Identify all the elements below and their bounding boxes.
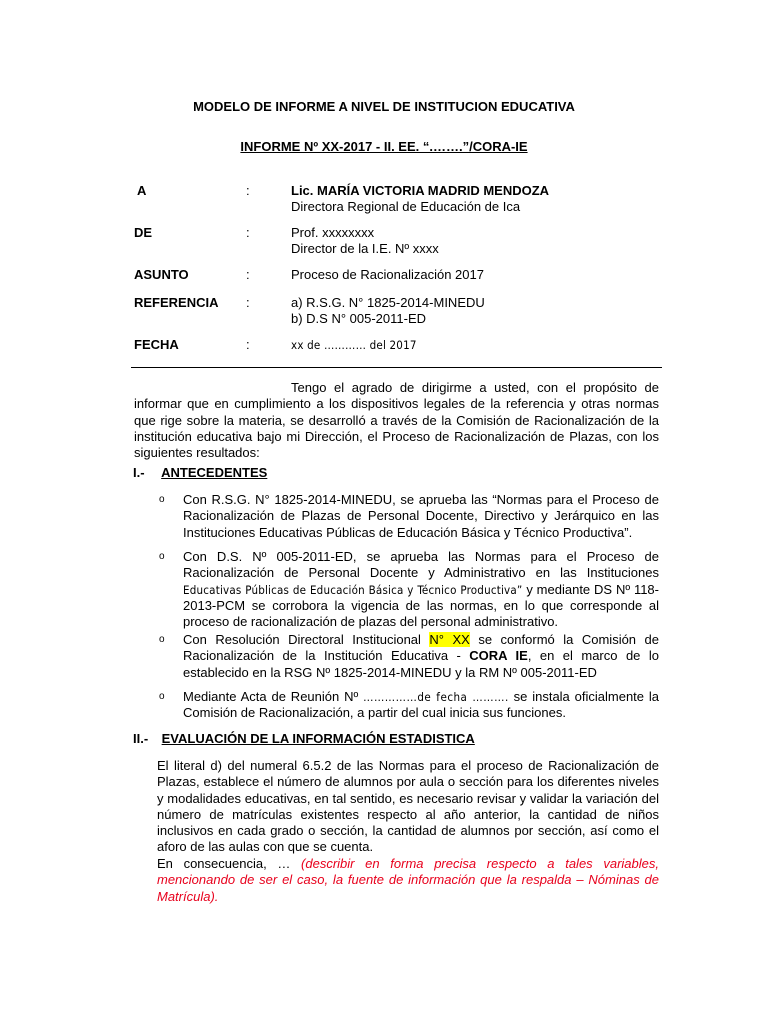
- sender-role: Director de la I.E. Nº xxxx: [291, 241, 439, 256]
- header-divider: [131, 367, 662, 368]
- header-value-a: [291, 183, 549, 215]
- section-title: ANTECEDENTES: [161, 465, 268, 480]
- highlighted-placeholder: N° XX: [429, 632, 470, 647]
- header-colon: :: [246, 337, 250, 352]
- list-item: Con R.S.G. N° 1825-2014-MINEDU, se aprueba las “Normas para el Proceso de Racionalización de Plazas de Personal Docente, Directivo y Jerárquico en las Instituciones Educativas Públicas de Educación Básica y Técnico Productiva”.: [183, 492, 659, 540]
- section-heading-antecedentes: [133, 465, 267, 480]
- list-item-text: se conformó la Comisión de Racionalización de la Institución Educativa -: [183, 632, 659, 664]
- header-label-a: A: [137, 183, 147, 198]
- section-number: II.-: [133, 731, 149, 746]
- header-label-asunto: ASUNTO: [134, 267, 189, 282]
- header-label-fecha: FECHA: [134, 337, 179, 352]
- instruction-text: .: [214, 888, 219, 904]
- date-value: xx de ………… del 2017: [291, 338, 417, 352]
- header-label-de: DE: [134, 225, 153, 240]
- bullet-icon: o: [159, 494, 165, 505]
- list-item-text: Mediante Acta de Reunión Nº: [183, 689, 364, 704]
- header-label-referencia: REFERENCIA: [134, 295, 219, 310]
- informe-number: INFORME Nº XX-2017 - II. EE. “.…….”/CORA-IE: [240, 139, 528, 154]
- bullet-icon: o: [159, 634, 165, 645]
- document-title: MODELO DE INFORME A NIVEL DE INSTITUCION EDUCATIVA: [193, 99, 575, 114]
- bullet-icon: o: [159, 691, 165, 702]
- sender-name: Prof. xxxxxxxx: [291, 225, 375, 240]
- list-item-text: Con Resolución Directoral Institucional: [183, 632, 430, 647]
- section-title: EVALUACIÓN DE LA INFORMACIÓN ESTADISTICA: [161, 731, 475, 746]
- header-colon: :: [246, 183, 250, 198]
- reference-b: b) D.S N° 005-2011-ED: [291, 311, 427, 326]
- header-value-de: [291, 225, 439, 257]
- list-item-text: y mediante DS Nº 118-2013-PCM se corrobora la vigencia de las normas, en lo que corresponde al proceso de racionalización de plazas del personal administrativo.: [183, 581, 659, 630]
- list-item-blank: ……………de fecha ……….: [363, 690, 509, 704]
- list-item: [183, 632, 659, 681]
- section-heading-evaluacion: [133, 731, 475, 746]
- instruction-text: (describir en forma precisa respecto a tales variables, mencionando de ser el caso, la fuente de información que la respalda – Nóminas de Matrícula): [157, 856, 659, 904]
- bullet-icon: o: [159, 551, 165, 562]
- paragraph-text: En consecuencia, …: [157, 856, 302, 871]
- list-item-text: se instala oficialmente la Comisión de Racionalización, a partir del cual inicia sus funciones.: [183, 689, 659, 721]
- consequence-paragraph: [157, 856, 659, 905]
- list-item-bold: CORA IE: [469, 648, 528, 664]
- list-item-text-narrow: Educativas Públicas de Educación Básica y Técnico Productiva”: [183, 582, 523, 597]
- list-item: [183, 689, 659, 722]
- list-item-text: Con D.S. Nº 005-2011-ED, se aprueba las Normas para el Proceso de Racionalización de Personal Docente y Administrativo en las Instituciones: [183, 549, 659, 581]
- header-colon: :: [246, 267, 250, 282]
- recipient-name: Lic. MARÍA VICTORIA MADRID MENDOZA: [291, 183, 550, 198]
- subject-value: Proceso de Racionalización 2017: [291, 267, 484, 282]
- list-item: [183, 549, 659, 630]
- section-number: I.-: [133, 465, 145, 480]
- header-colon: :: [246, 295, 250, 310]
- evaluation-paragraph: El literal d) del numeral 6.5.2 de las Normas para el proceso de Racionalización de Plazas, establece el número de alumnos por aula o sección para los diferentes niveles y modalidades educativas, en tal sentido, es necesario revisar y validar la variación del número de matrículas existentes respecto al año anterior, la cantidad de niños inclusivos en cada grado o sección, la cantidad de alumnos por sección, así como el aforo de las aulas con que se cuenta.: [157, 758, 659, 855]
- header-colon: :: [246, 225, 250, 240]
- list-item-text: , en el marco de lo establecido en la RSG Nº 1825-2014-MINEDU y la RM Nº 005-2011-ED: [183, 648, 659, 680]
- reference-a: a) R.S.G. N° 1825-2014-MINEDU: [291, 295, 485, 310]
- recipient-role: Directora Regional de Educación de Ica: [291, 199, 521, 214]
- intro-paragraph: Tengo el agrado de dirigirme a usted, con el propósito de informar que en cumplimiento a los dispositivos legales de la referencia y otras normas que rige sobre la materia, se desarrolló a través de la Comisión de Racionalización de la institución educativa bajo mi Dirección, el Proceso de Racionalización de Plazas, con los siguientes resultados:: [134, 380, 659, 461]
- reference-value: [291, 295, 485, 327]
